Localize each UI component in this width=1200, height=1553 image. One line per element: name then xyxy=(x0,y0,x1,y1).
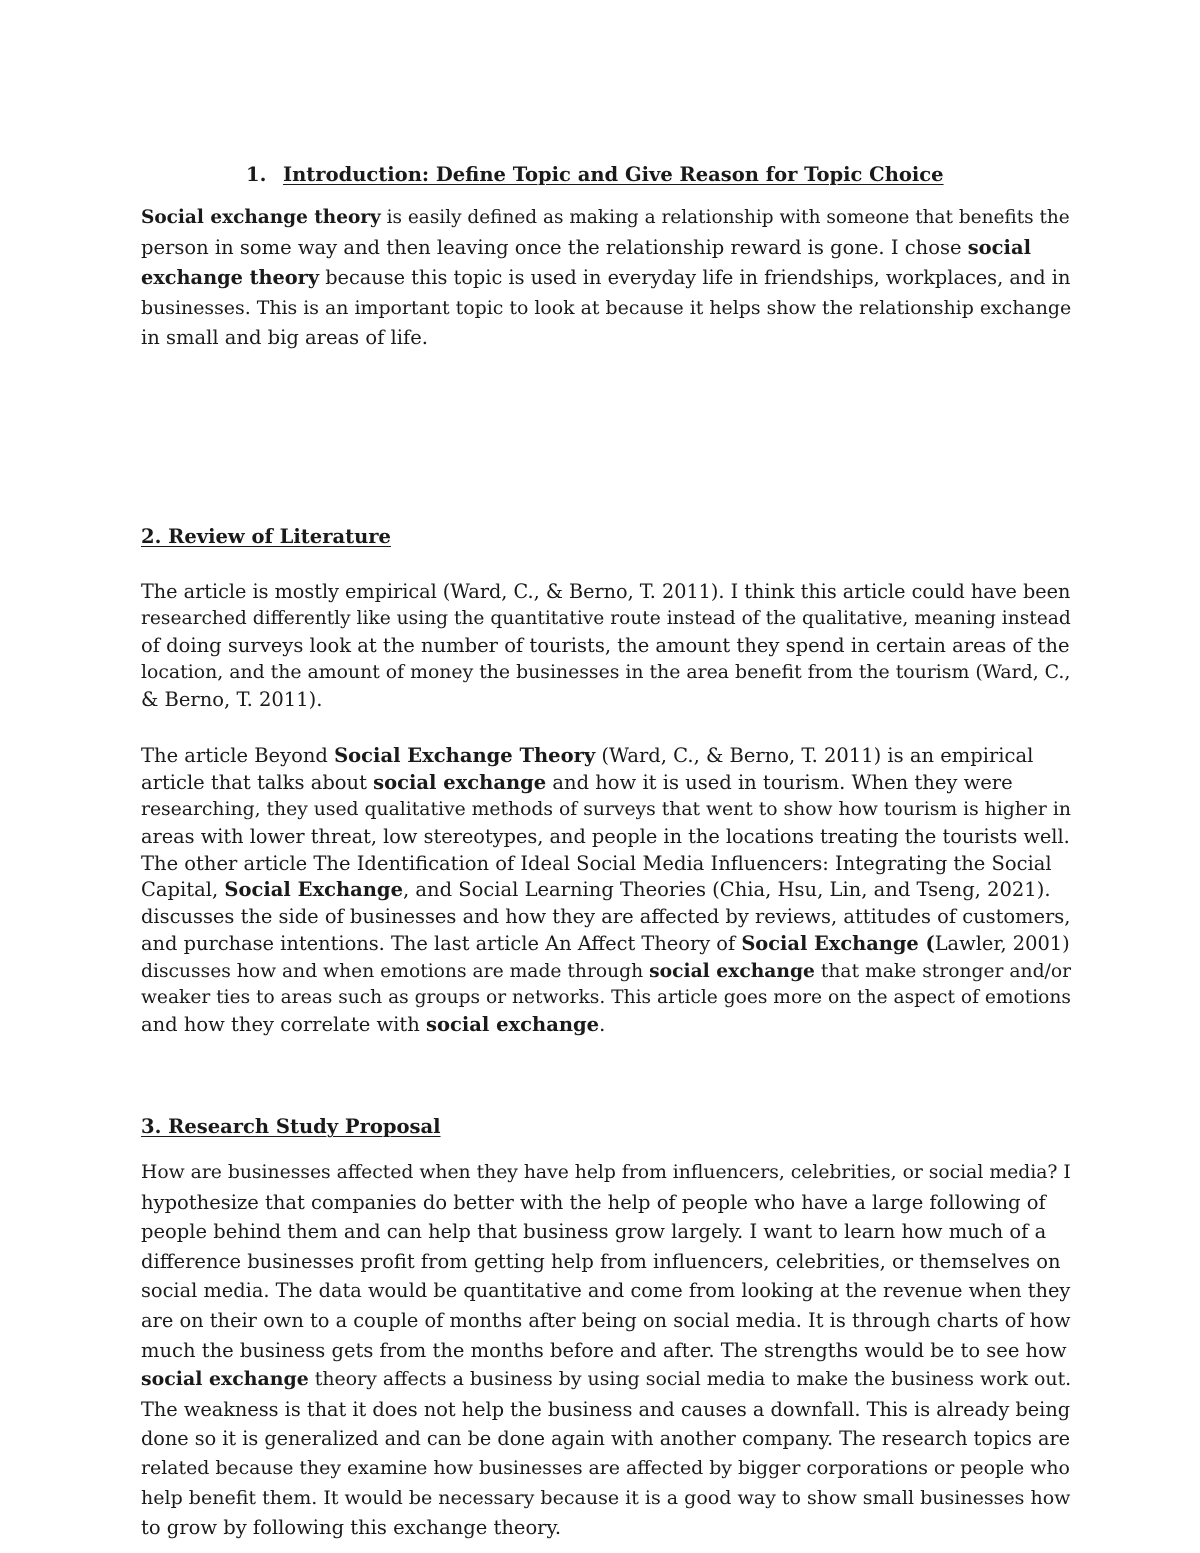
text-line xyxy=(141,1188,1071,1218)
text-run: How are businesses affected when they have help from influencers, celebrities, or social media? I xyxy=(141,1162,1071,1183)
text-run: social media. The data would be quantitative and come from looking at the revenue when they xyxy=(141,1279,1071,1303)
text-run: article that talks about xyxy=(141,770,374,794)
text-line xyxy=(141,877,1071,904)
text-run: person in some way and then leaving once the relationship reward is gone. I chose xyxy=(141,236,968,259)
text-line xyxy=(141,606,1071,633)
text-run: people behind them and can help that business grow largely. I want to learn how much of a xyxy=(141,1220,1047,1244)
text-line xyxy=(141,985,1071,1012)
text-line xyxy=(141,1336,1071,1366)
text-run: discusses how and when emotions are made through xyxy=(141,961,650,983)
text-line xyxy=(141,743,1071,770)
text-line xyxy=(141,1365,1071,1395)
text-run: and purchase intentions. The last article An Affect Theory of xyxy=(141,932,742,956)
text-run: difference businesses profit from getting help from influencers, celebrities, or themselves on xyxy=(141,1249,1061,1273)
text-run: is easily defined as making a relationship with someone that benefits the xyxy=(380,207,1070,228)
text-run: Capital, xyxy=(141,878,225,902)
text-line xyxy=(141,1454,1071,1484)
text-run: , and Social Learning Theories (Chia, Hsu, Lin, and Tseng, 2021). xyxy=(402,878,1051,902)
section-3-heading xyxy=(141,1112,441,1142)
text-line xyxy=(141,660,1071,687)
bold-term: social exchange xyxy=(141,1368,309,1391)
section-2-heading xyxy=(141,522,391,552)
text-run: The other article The Identification of Ideal Social Media Influencers: Integrating the Social xyxy=(141,851,1052,875)
text-line xyxy=(141,931,1071,958)
text-run: and how it is used in tourism. When they were xyxy=(546,770,1013,794)
text-run: The article is mostly empirical (Ward, C., & Berno, T. 2011). I think this article could have been xyxy=(141,580,1071,603)
text-run: related because they examine how businesses are affected by bigger corporations or people who xyxy=(141,1456,1070,1479)
text-run: areas with lower threat, low stereotypes, and people in the locations treating the tourists well. xyxy=(141,824,1070,848)
bold-term: social exchange xyxy=(649,960,815,983)
text-run: & Berno, T. 2011). xyxy=(141,687,323,711)
text-line xyxy=(141,1276,1071,1306)
text-line xyxy=(141,770,1071,797)
bold-term: Social Exchange Theory xyxy=(334,744,596,767)
bold-term: exchange theory xyxy=(141,266,320,289)
text-run: to grow by following this exchange theory. xyxy=(141,1516,562,1540)
text-run: are on their own to a couple of months after being on social media. It is through charts of how xyxy=(141,1308,1071,1332)
text-line xyxy=(141,1513,1071,1543)
text-run: The article Beyond xyxy=(141,744,335,767)
text-line xyxy=(141,579,1071,606)
text-line xyxy=(141,1306,1071,1336)
text-line xyxy=(141,797,1071,824)
text-line xyxy=(141,1395,1071,1425)
text-line xyxy=(141,233,1071,263)
text-line xyxy=(141,1424,1071,1454)
text-line xyxy=(141,958,1071,985)
text-run: and how they correlate with xyxy=(141,1012,427,1036)
text-run: Lawler, 2001) xyxy=(934,932,1070,956)
bold-term: Social Exchange ( xyxy=(741,932,935,956)
section-2-paragraph-2 xyxy=(141,743,1071,1039)
text-line xyxy=(141,293,1071,323)
bold-term: social xyxy=(967,236,1031,259)
section-1-title: Introduction: Define Topic and Give Reason for Topic Choice xyxy=(283,163,944,186)
text-run: that make stronger and/or xyxy=(814,961,1072,983)
text-run: because this topic is used in everyday life in friendships, workplaces, and in xyxy=(319,266,1071,289)
text-run: discusses the side of businesses and how they are affected by reviews, attitudes of customers, xyxy=(141,905,1071,929)
text-run: . xyxy=(599,1012,606,1036)
text-line xyxy=(141,263,1071,293)
text-run: done so it is generalized and can be done again with another company. The research topics are xyxy=(141,1427,1071,1451)
text-line xyxy=(141,824,1071,851)
text-run: The weakness is that it does not help the business and causes a downfall. This is already being xyxy=(141,1397,1071,1421)
text-run: of doing surveys look at the number of tourists, the amount they spend in certain areas of the xyxy=(141,633,1070,657)
text-run: researching, they used qualitative methods of surveys that went to show how tourism is higher in xyxy=(141,798,1071,820)
section-2-title: 2. Review of Literature xyxy=(141,525,391,548)
text-run: (Ward, C., & Berno, T. 2011) is an empirical xyxy=(595,744,1034,767)
text-line xyxy=(141,904,1071,931)
bold-term: social exchange xyxy=(426,1012,600,1036)
text-line xyxy=(141,1012,1071,1039)
section-1-heading xyxy=(246,160,944,190)
text-run: businesses. This is an important topic to look at because it helps show the relationship exchange xyxy=(141,297,1072,319)
bold-term: social exchange xyxy=(373,770,547,794)
text-run: theory affects a business by using social media to make the business work out. xyxy=(308,1368,1072,1391)
section-2-paragraph-1 xyxy=(141,579,1071,713)
section-1-paragraph xyxy=(141,203,1071,353)
text-line xyxy=(141,1484,1071,1514)
text-line xyxy=(141,687,1071,714)
text-run: in small and big areas of life. xyxy=(141,326,428,349)
text-run: help benefit them. It would be necessary because it is a good way to show small businesses how xyxy=(141,1486,1071,1509)
text-line xyxy=(141,851,1071,878)
bold-term: Social exchange theory xyxy=(141,207,381,228)
text-line xyxy=(141,633,1071,660)
text-run: hypothesize that companies do better with the help of people who have a large following of xyxy=(141,1190,1046,1214)
text-line xyxy=(141,1247,1071,1277)
section-3-paragraph xyxy=(141,1158,1071,1543)
text-line xyxy=(141,1158,1071,1188)
text-run: much the business gets from the months before and after. The strengths would be to see how xyxy=(141,1338,1067,1362)
text-line xyxy=(141,323,1071,353)
bold-term: Social Exchange xyxy=(224,878,403,902)
text-line xyxy=(141,1217,1071,1247)
text-run: location, and the amount of money the businesses in the area benefit from the tourism (Ward, C., xyxy=(141,661,1071,683)
text-run: researched differently like using the quantitative route instead of the qualitative, meaning instead xyxy=(141,607,1071,629)
section-1-number: 1. xyxy=(246,163,267,186)
text-run: weaker ties to areas such as groups or networks. This article goes more on the aspect of emotions xyxy=(141,987,1071,1009)
text-line xyxy=(141,203,1071,233)
section-3-title: 3. Research Study Proposal xyxy=(141,1115,441,1138)
